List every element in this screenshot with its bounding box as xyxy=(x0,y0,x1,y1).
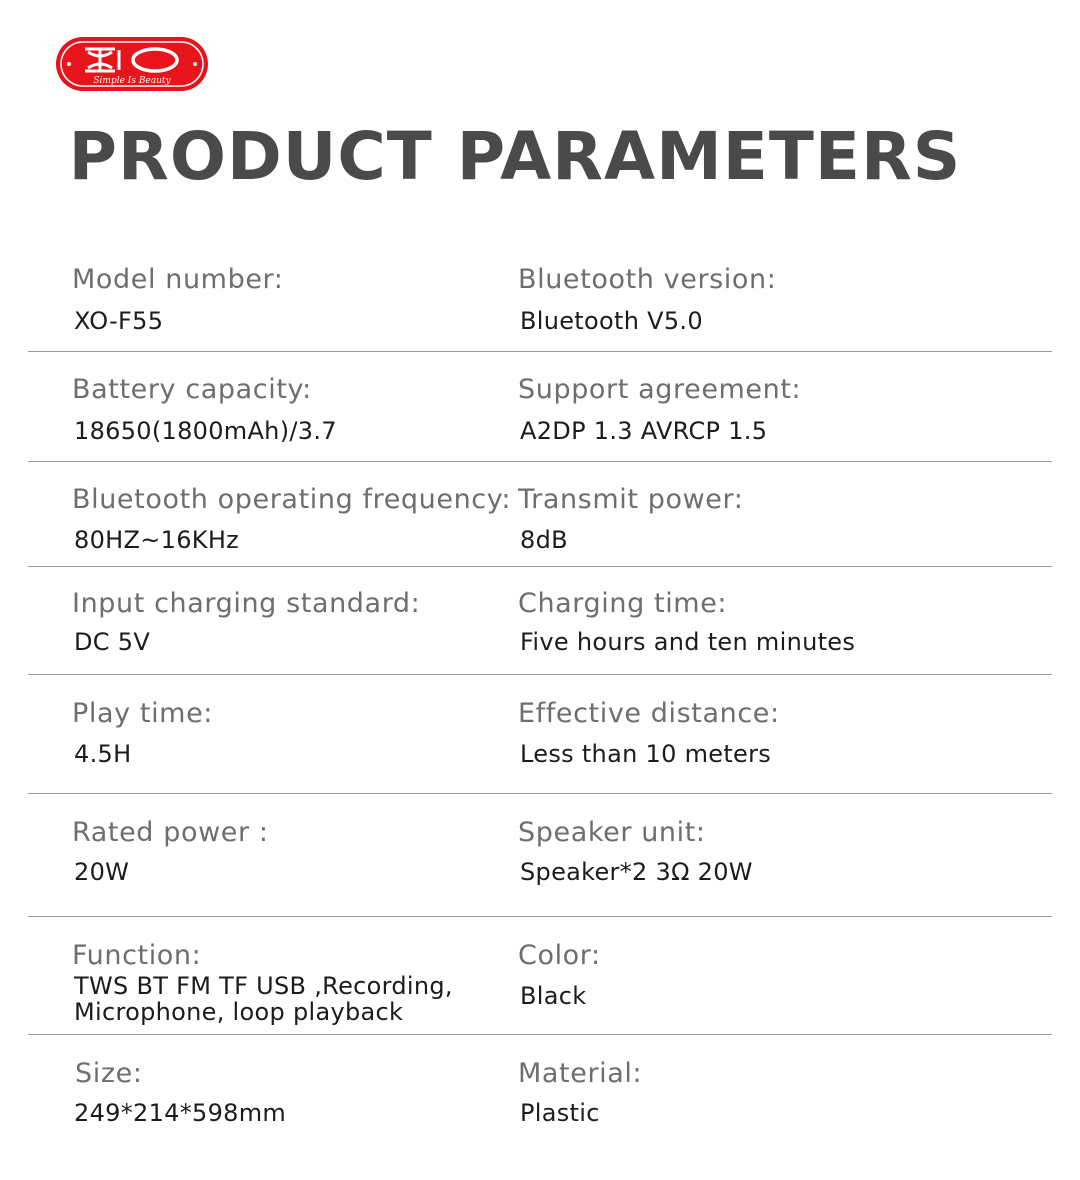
param-label: Bluetooth version: xyxy=(518,264,777,295)
param-value: 80HZ~16KHz xyxy=(74,526,240,554)
param-label: Play time: xyxy=(72,698,213,729)
param-value: 18650(1800mAh)/3.7 xyxy=(74,417,337,445)
param-label: Size: xyxy=(75,1058,143,1089)
param-row-2 xyxy=(28,351,1052,462)
param-label: Speaker unit: xyxy=(518,817,706,848)
param-row-4 xyxy=(28,566,1052,675)
param-value: Less than 10 meters xyxy=(520,740,772,768)
param-label: Effective distance: xyxy=(518,698,780,729)
param-row-7 xyxy=(28,916,1052,1035)
param-label: Battery capacity: xyxy=(72,374,312,405)
param-value: Bluetooth V5.0 xyxy=(520,307,703,335)
param-value: Speaker*2 3Ω 20W xyxy=(520,858,753,886)
param-row-8 xyxy=(28,1034,1052,1154)
param-label: Input charging standard: xyxy=(72,588,421,619)
page-title: PRODUCT PARAMETERS xyxy=(68,118,962,195)
param-row-6 xyxy=(28,793,1052,917)
param-value: 8dB xyxy=(520,526,568,554)
param-value: Plastic xyxy=(520,1099,600,1127)
param-row-5 xyxy=(28,674,1052,794)
param-value: Five hours and ten minutes xyxy=(520,628,856,656)
param-label: Material: xyxy=(518,1058,643,1089)
param-label: Transmit power: xyxy=(518,484,744,515)
param-value: 20W xyxy=(74,858,130,886)
param-label: Model number: xyxy=(72,264,284,295)
svg-text:Simple Is Beauty: Simple Is Beauty xyxy=(93,76,171,86)
param-value: DC 5V xyxy=(74,628,151,656)
param-value: XO-F55 xyxy=(74,307,164,335)
param-value: A2DP 1.3 AVRCP 1.5 xyxy=(520,417,768,445)
param-value: TWS BT FM TF USB ,Recording, Microphone, loop playback xyxy=(74,972,453,1026)
param-label: Bluetooth operating frequency: xyxy=(72,484,512,515)
xo-logo-icon xyxy=(55,36,209,92)
param-label: Charging time: xyxy=(518,588,728,619)
param-row-3 xyxy=(28,461,1052,567)
param-label: Function: xyxy=(72,940,202,971)
brand-logo xyxy=(55,36,209,92)
param-row-1 xyxy=(28,258,1052,352)
param-value: 4.5H xyxy=(74,740,132,768)
param-value: Black xyxy=(520,982,587,1010)
param-label: Support agreement: xyxy=(518,374,802,405)
param-label: Color: xyxy=(518,940,601,971)
param-value: 249*214*598mm xyxy=(74,1099,287,1127)
param-label: Rated power : xyxy=(72,817,269,848)
